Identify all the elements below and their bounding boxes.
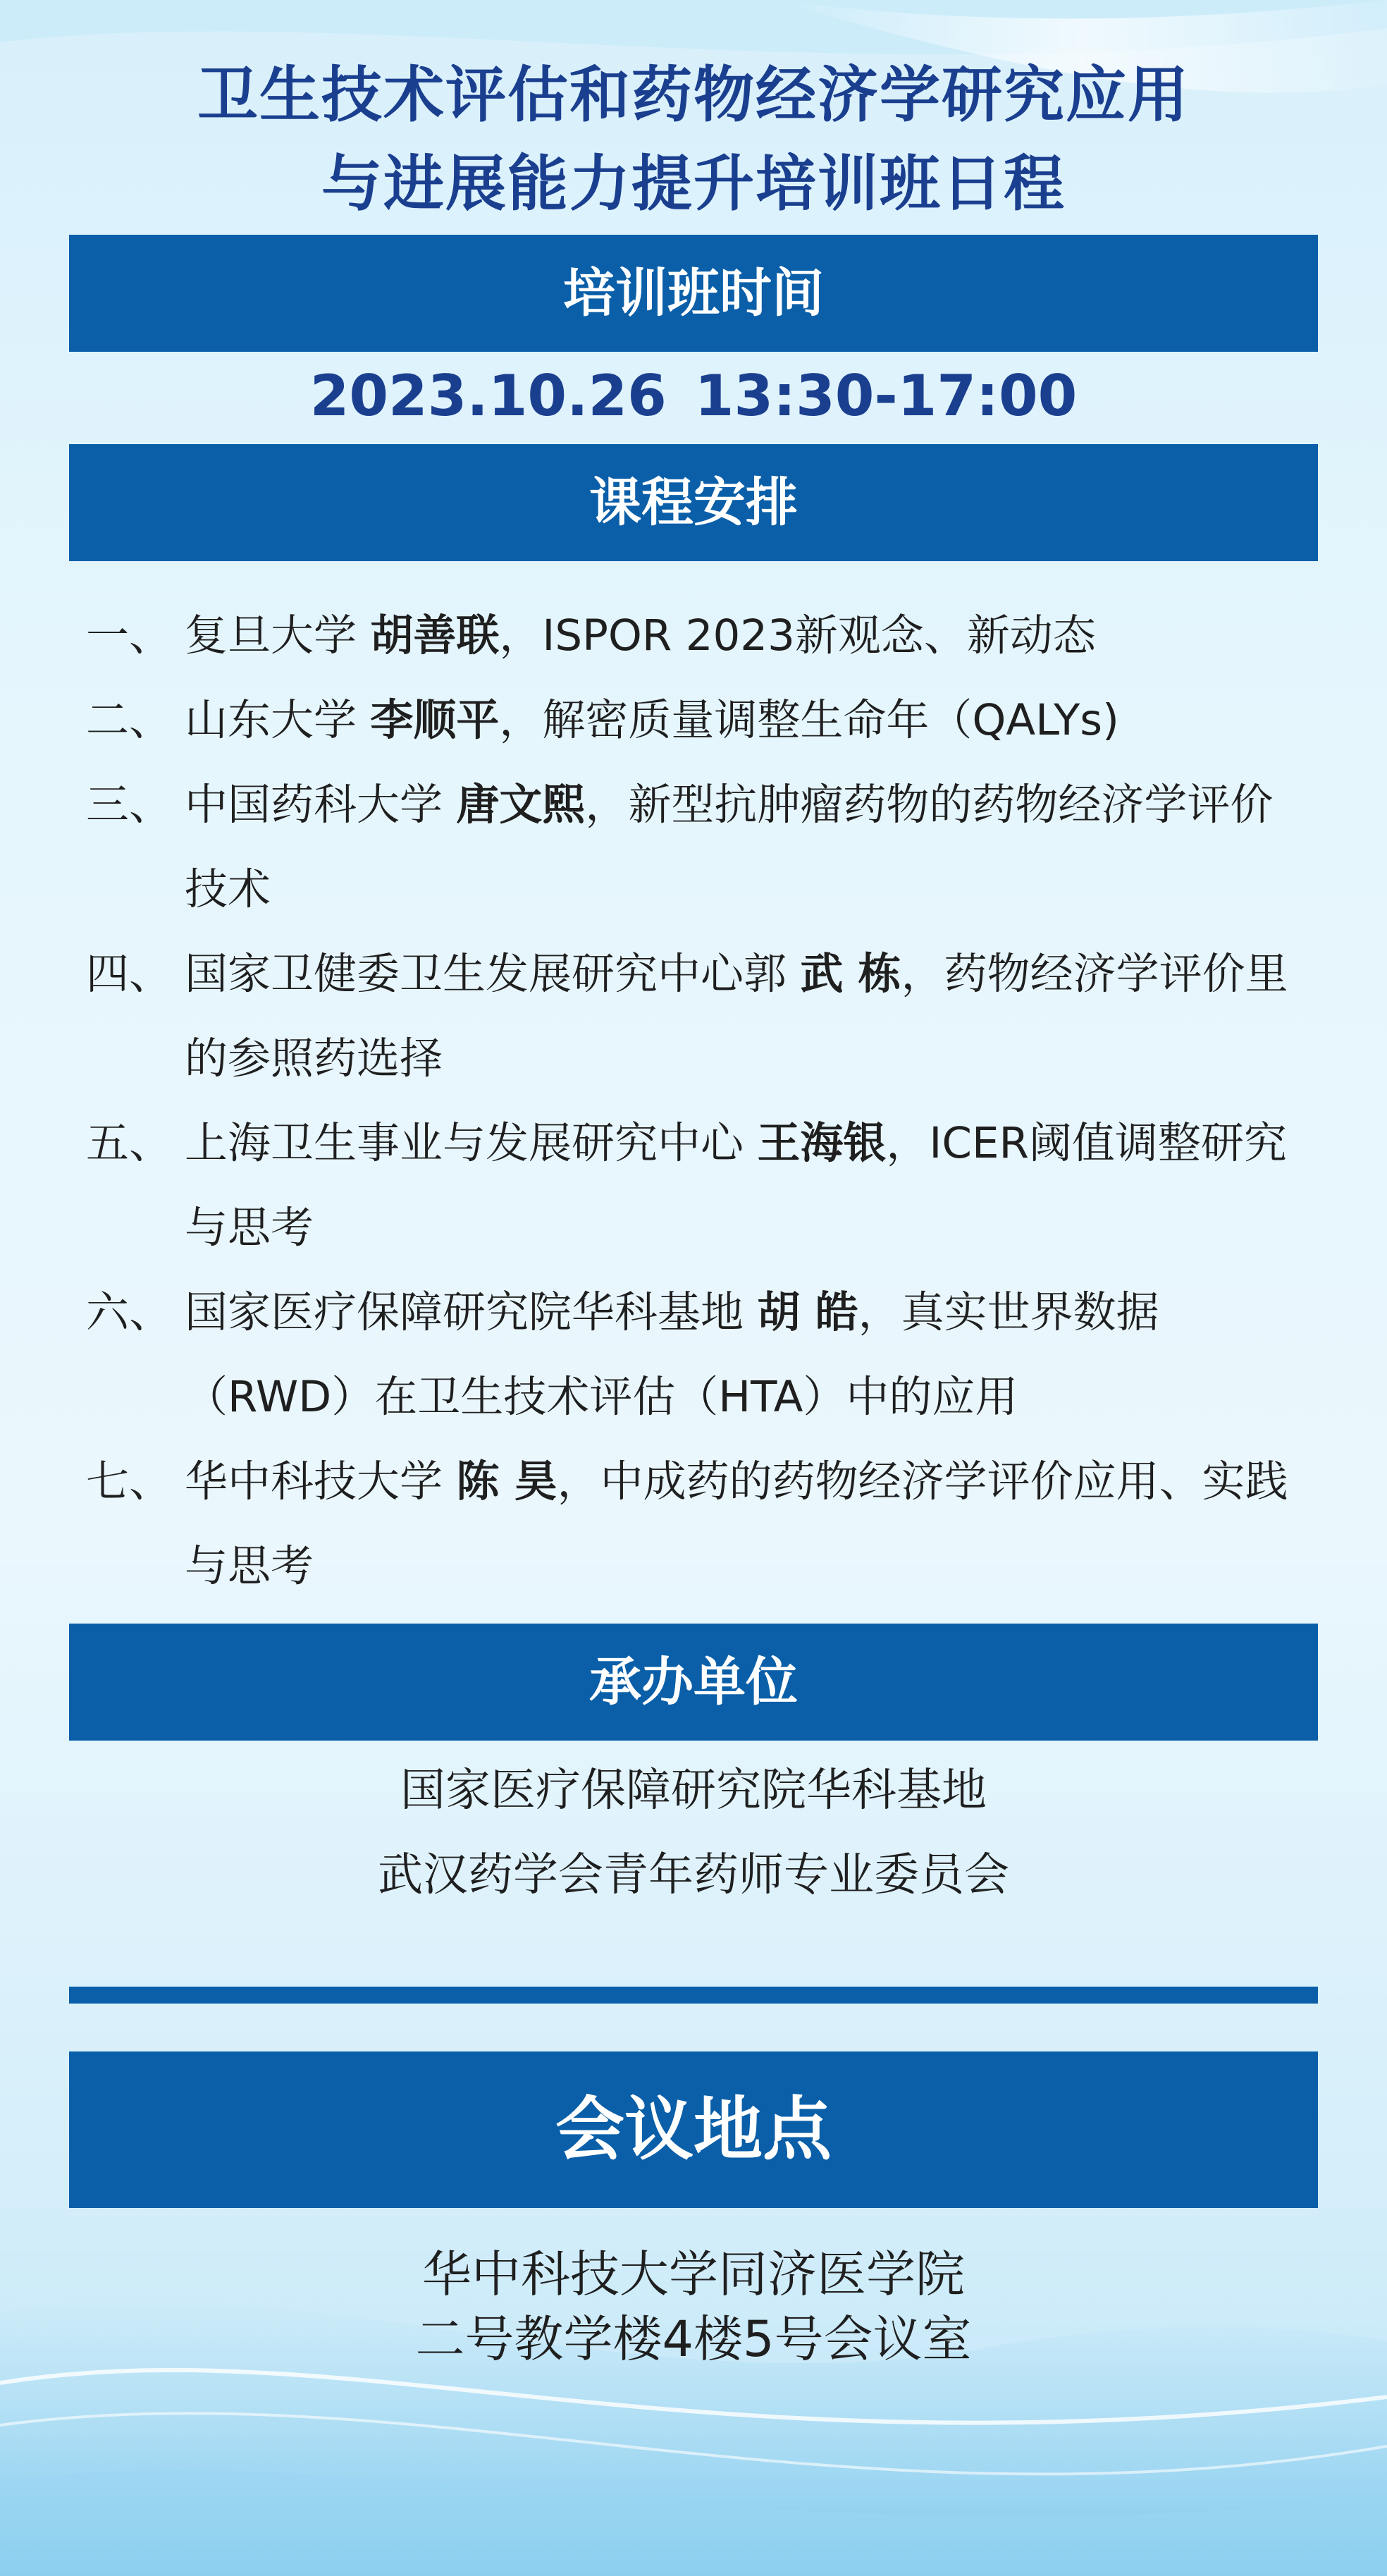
course-topic: ，ICER阈值调整研究与思考 (185, 1118, 1287, 1253)
course-schedule-banner: 课程安排 (69, 444, 1318, 561)
training-time: 13:30-17:00 (694, 363, 1078, 429)
course-affiliation: 国家卫健委卫生发展研究中心郭 (185, 949, 801, 999)
list-item (86, 1270, 1312, 1440)
course-number: 六、 (86, 1287, 173, 1337)
list-item (86, 932, 1312, 1101)
course-speaker: 李顺平 (370, 695, 500, 745)
training-datetime (0, 361, 1387, 431)
course-affiliation: 国家医疗保障研究院华科基地 (185, 1287, 758, 1337)
page-title (0, 51, 1387, 228)
list-item (86, 678, 1312, 763)
training-date: 2023.10.26 (309, 363, 667, 429)
host-banner: 承办单位 (69, 1624, 1318, 1741)
course-number: 三、 (86, 780, 173, 830)
host-org-2: 武汉药学会青年药师专业委员会 (378, 1849, 1009, 1901)
training-time-banner: 培训班时间 (69, 235, 1318, 352)
course-number: 五、 (86, 1118, 173, 1168)
course-affiliation: 中国药科大学 (185, 780, 457, 830)
course-text (185, 763, 1312, 932)
course-number: 二、 (86, 695, 173, 745)
list-item (86, 1101, 1312, 1270)
list-item (86, 594, 1312, 678)
course-text (185, 1270, 1312, 1440)
course-speaker: 陈 昊 (456, 1456, 557, 1507)
course-speaker: 胡 皓 (757, 1287, 858, 1337)
venue-line-1: 华中科技大学同济医学院 (422, 2245, 965, 2303)
venue-banner: 会议地点 (69, 2051, 1318, 2208)
course-topic: ，药物经济学评价里的参照药选择 (185, 949, 1288, 1084)
course-number: 一、 (86, 611, 173, 661)
course-text (185, 1101, 1312, 1270)
course-speaker: 王海银 (757, 1118, 887, 1168)
venue-line-2: 二号教学楼4楼5号会议室 (415, 2310, 972, 2368)
host-organizations (0, 1748, 1387, 1918)
title-line-1: 卫生技术评估和药物经济学研究应用 (197, 60, 1190, 130)
course-topic: ，解密质量调整生命年（QALYs) (499, 695, 1119, 745)
course-topic: ，新型抗肿瘤药物的药物经济学评价技术 (185, 780, 1274, 914)
course-number: 四、 (86, 949, 173, 999)
title-line-2: 与进展能力提升培训班日程 (321, 149, 1066, 219)
course-speaker: 唐文熙 (456, 780, 586, 830)
course-speaker: 武 栋 (800, 949, 901, 999)
venue-address (0, 2242, 1387, 2372)
course-affiliation: 上海卫生事业与发展研究中心 (185, 1118, 758, 1168)
course-speaker: 胡善联 (370, 611, 500, 661)
course-list (86, 594, 1312, 1609)
list-item (86, 1440, 1312, 1609)
course-affiliation: 复旦大学 (185, 611, 371, 661)
course-topic: ，真实世界数据（RWD）在卫生技术评估（HTA）中的应用 (185, 1287, 1159, 1422)
host-org-1: 国家医疗保障研究院华科基地 (400, 1765, 987, 1817)
course-affiliation: 山东大学 (185, 695, 371, 745)
list-item (86, 763, 1312, 932)
course-topic: ，ISPOR 2023新观念、新动态 (499, 611, 1096, 661)
course-text (185, 1440, 1312, 1609)
course-affiliation: 华中科技大学 (185, 1456, 457, 1507)
course-text (185, 594, 1312, 678)
course-text (185, 932, 1312, 1101)
course-topic: ，中成药的药物经济学评价应用、实践与思考 (185, 1456, 1288, 1591)
course-number: 七、 (86, 1456, 173, 1507)
course-text (185, 678, 1312, 763)
section-divider (69, 1987, 1318, 2004)
